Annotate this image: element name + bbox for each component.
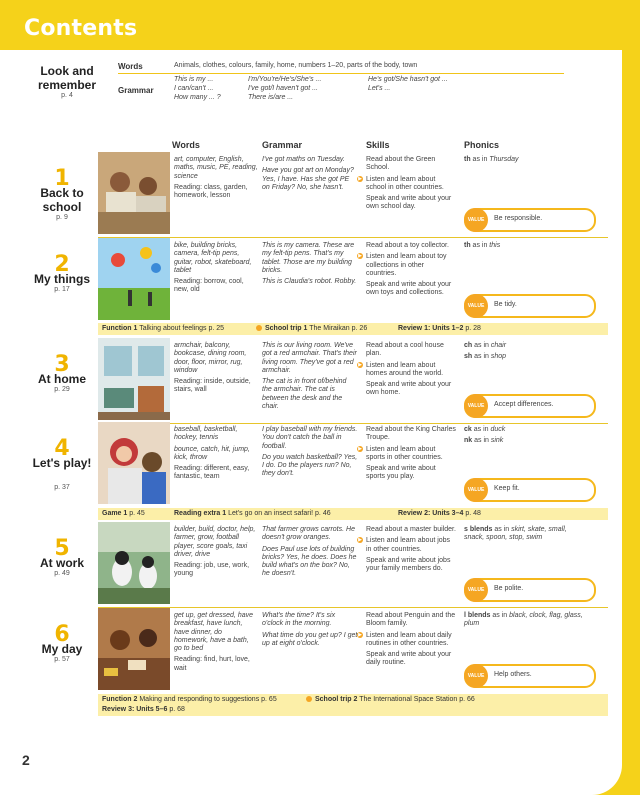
unit-skill-item: Speak and write about sports you play. — [366, 465, 436, 481]
unit-grammar-item: Does Paul use lots of building bricks? Yes, he does. Does he build what's on the box? No, he doesn't. — [262, 545, 357, 578]
reading-extra-1-label: Reading extra 1 — [174, 510, 227, 517]
unit-phonics-cell — [464, 526, 588, 546]
unit-skills-cell — [358, 242, 456, 301]
unit-skill-item: Read about a cool house plan. — [366, 342, 444, 358]
arrow-icon — [306, 696, 312, 702]
unit-grammar-item: What time do you get up? I get up at eight o'clock. — [262, 631, 358, 647]
phonics-as-in: as in — [470, 156, 490, 163]
phonics-as-in: as in — [472, 353, 491, 361]
lar-divider — [118, 73, 564, 74]
unit-page: p. 49 — [54, 570, 70, 577]
unit-photo — [98, 422, 170, 506]
game-1-label: Game 1 — [102, 510, 128, 517]
unit-grammar-item: This is Claudia's robot. Robby. — [262, 278, 357, 286]
phonics-as-in: as in — [472, 437, 491, 445]
unit-skill-item: Listen and learn about toy collections in other countries. — [366, 253, 447, 277]
listen-arrow-icon: ▶ — [358, 445, 362, 452]
unit-words: baseball, basketball, hockey, tennis — [174, 426, 238, 442]
unit-skills-cell — [358, 526, 456, 576]
value-pill — [464, 294, 596, 318]
lar-words-text: Animals, clothes, colours, family, home, numbers 1–20, parts of the body, town — [174, 62, 418, 69]
unit-grammar-item: I play baseball with my friends. You don't catch the ball in football. — [262, 426, 358, 450]
unit-number: 2 — [54, 252, 70, 277]
unit-reading-words: Reading: different, easy, fantastic, team — [174, 465, 250, 481]
listen-arrow-icon: ▶ — [358, 361, 362, 368]
unit-skill-item: Speak and write about your own toys and collections. — [366, 281, 452, 297]
value-pill — [464, 478, 596, 502]
lar-grammar-item: He's got/She hasn't got ... — [368, 76, 448, 83]
page-number: 2 — [22, 752, 30, 768]
reading-extra-1-text: Let's go on an insect safari! p. 46 — [228, 510, 331, 517]
lar-grammar-label: Grammar — [118, 86, 154, 95]
unit-skill-item: Listen and learn about daily routines in other countries. — [366, 631, 452, 647]
unit-page: p. 37 — [54, 484, 70, 491]
unit-grammar-cell — [262, 156, 358, 195]
phonics-example: sink — [490, 437, 504, 445]
value-pill — [464, 664, 596, 688]
unit-name: Let's play! — [32, 456, 92, 470]
unit-skill-item: Read about a master builder. — [366, 526, 456, 533]
unit-name: At work — [39, 556, 84, 570]
unit-skill-item: Read about Penguin and the Bloom family. — [366, 612, 456, 628]
unit-number: 5 — [54, 536, 70, 561]
phonics-sound: l blends — [464, 612, 491, 619]
listen-arrow-icon: ▶ — [358, 631, 362, 638]
unit-name: At home — [38, 372, 86, 386]
unit-grammar-cell — [262, 342, 358, 414]
unit-words-cell — [174, 612, 258, 676]
value-badge: VALUE — [464, 208, 488, 232]
listen-arrow-icon: ▶ — [358, 537, 362, 544]
phonics-sound: th — [464, 156, 471, 163]
unit-photo — [98, 522, 170, 606]
school-trip-2-text: The International Space Station p. 66 — [359, 696, 475, 703]
unit-words: armchair, balcony, bookcase, dining room, door, floor, mirror, rug, window — [174, 342, 247, 374]
school-trip-1-text: The Miraikan p. 26 — [309, 325, 368, 332]
unit-phonics-cell — [464, 342, 588, 365]
unit-words-cell — [174, 426, 258, 485]
unit-words-cell — [174, 342, 258, 398]
unit-words: builder, build, doctor, help, farmer, grow, football player, score goals, taxi driver, drive — [174, 526, 256, 558]
value-text: Keep fit. — [494, 485, 520, 492]
school-trip-1-label: School trip 1 — [265, 325, 308, 332]
value-badge: VALUE — [464, 578, 488, 602]
unit-words-2: bounce, catch, hit, jump, kick, throw — [174, 445, 250, 461]
unit-skills-cell — [358, 342, 456, 401]
value-text: Be responsible. — [494, 215, 543, 222]
row-separator — [98, 237, 608, 238]
lar-grammar-block — [118, 76, 598, 114]
review-2-label: Review 2: Units 3–4 — [398, 510, 464, 517]
phonics-sound: ch — [464, 342, 473, 349]
value-badge: VALUE — [464, 394, 488, 418]
phonics-sound: s blends — [464, 526, 493, 533]
value-text: Accept differences. — [494, 401, 554, 408]
unit-number: 4 — [54, 436, 70, 461]
value-badge: VALUE — [464, 478, 488, 502]
unit-reading-words: Reading: job, use, work, young — [174, 562, 250, 578]
unit-grammar-cell — [262, 242, 358, 289]
unit-phonics-cell — [464, 156, 588, 167]
unit-skill-item: Speak and write about your daily routine. — [366, 651, 452, 667]
phonics-sound: th — [464, 242, 471, 249]
unit-grammar-item: This is my camera. These are my felt-tip pens. That's my tablet. Those are my building bricks. — [262, 242, 355, 274]
unit-name: Back to school — [40, 186, 84, 214]
unit-words-cell — [174, 526, 258, 582]
band-3 — [98, 694, 608, 716]
phonics-as-in: as in — [472, 342, 491, 349]
phonics-example: shop — [490, 353, 507, 361]
col-header-words: Words — [172, 140, 200, 150]
phonics-example: duck — [490, 426, 506, 433]
unit-skill-item: Read about a toy collector. — [366, 242, 449, 249]
band-1 — [98, 323, 608, 335]
col-header-skills: Skills — [366, 140, 390, 150]
unit-photo — [98, 152, 170, 236]
value-text: Help others. — [494, 671, 532, 678]
row-separator — [98, 607, 608, 608]
phonics-example: skirt, skate, small, snack, spoon, stop, swim — [464, 526, 567, 542]
game-1-text: p. 45 — [129, 510, 145, 517]
look-and-remember-page: p. 4 — [61, 92, 73, 99]
unit-reading-words: Reading: find, hurt, love, wait — [174, 656, 250, 672]
lar-words-label: Words — [118, 62, 143, 71]
unit-phonics-cell — [464, 612, 588, 632]
unit-number: 1 — [54, 166, 70, 191]
unit-grammar-item: I've got maths on Tuesday. — [262, 156, 345, 163]
unit-page: p. 57 — [54, 656, 70, 663]
unit-photo — [98, 608, 170, 692]
review-1-text: p. 28 — [465, 325, 481, 332]
value-pill — [464, 394, 596, 418]
listen-arrow-icon: ▶ — [358, 175, 362, 182]
unit-skill-item: Listen and learn about jobs in other countries. — [366, 537, 451, 553]
unit-words: bike, building bricks, camera, felt-tip pens, guitar, robot, skateboard, tablet — [174, 242, 252, 274]
phonics-sound: nk — [464, 437, 473, 445]
value-text: Be tidy. — [494, 301, 517, 308]
review-3-text: p. 68 — [169, 706, 185, 713]
unit-skill-item: Speak and write about your own school day. — [366, 195, 452, 211]
unit-words: art, computer, English, maths, music, PE, reading, science — [174, 156, 258, 180]
arrow-icon — [256, 325, 262, 331]
unit-grammar-item: This is our living room. We've got a red armchair. That's their living room. They've got a red armchair. — [262, 342, 357, 374]
unit-phonics-cell — [464, 426, 588, 449]
value-pill — [464, 578, 596, 602]
phonics-as-in: as in — [490, 612, 510, 619]
unit-skill-item: Speak and write about jobs your family members do. — [366, 556, 451, 573]
value-text: Be polite. — [494, 585, 524, 592]
unit-page: p. 29 — [54, 386, 70, 393]
function-1-label: Function 1 — [102, 325, 138, 332]
unit-grammar-cell — [262, 526, 358, 582]
unit-grammar-item: The cat is in front of/behind the armchair. The cat is between the desk and the chair. — [262, 378, 347, 411]
unit-reading-words: Reading: borrow, cool, new, old — [174, 278, 244, 294]
row-separator — [98, 423, 608, 424]
lar-grammar-item: I can/can't ... — [174, 85, 214, 92]
look-and-remember-title: Look and remember — [37, 64, 97, 92]
unit-page: p. 17 — [54, 286, 70, 293]
unit-number: 3 — [54, 352, 70, 377]
lar-grammar-item: I've got/I haven't got ... — [248, 85, 318, 92]
phonics-example: black, clock, flag, glass, plum — [464, 612, 583, 628]
phonics-sound: sh — [464, 353, 473, 361]
school-trip-2-label: School trip 2 — [315, 696, 358, 703]
look-and-remember-heading — [26, 64, 108, 99]
lar-grammar-item: I'm/You're/He's/She's ... — [248, 76, 322, 83]
unit-grammar-cell — [262, 612, 358, 651]
function-2-label: Function 2 — [102, 696, 138, 703]
unit-grammar-item: Have you got art on Monday? Yes, I have. Has she got PE on Friday? No, she hasn't. — [262, 167, 354, 191]
unit-name: My day — [41, 642, 83, 656]
phonics-as-in: as in — [471, 426, 491, 433]
unit-words: get up, get dressed, have breakfast, have lunch, have dinner, do homework, have a bath, go to bed — [174, 612, 253, 653]
unit-grammar-item: Do you watch basketball? Yes, I do. Do the players run? No, they don't. — [262, 453, 358, 478]
phonics-example: Thursday — [489, 156, 519, 163]
function-1-text: Talking about feelings p. 25 — [139, 325, 225, 332]
unit-grammar-item: What's the time? It's six o'clock in the morning. — [262, 612, 336, 628]
phonics-sound: ck — [464, 426, 472, 433]
value-badge: VALUE — [464, 664, 488, 688]
col-header-phonics: Phonics — [464, 140, 500, 150]
unit-skill-item: Listen and learn about school in other countries. — [366, 175, 444, 191]
value-pill — [464, 208, 596, 232]
col-header-grammar: Grammar — [262, 140, 303, 150]
unit-words-cell — [174, 242, 258, 298]
phonics-example: this — [489, 242, 501, 249]
unit-phonics-cell — [464, 242, 588, 253]
unit-skills-cell — [358, 156, 456, 215]
page-title: Contents — [24, 16, 138, 41]
value-badge: VALUE — [464, 294, 488, 318]
lar-grammar-item: This is my ... — [174, 76, 214, 83]
unit-skill-item: Listen and learn about sports in other countries. — [366, 445, 443, 461]
function-2-text: Making and responding to suggestions p. 65 — [139, 696, 277, 703]
review-1-label: Review 1: Units 1–2 — [398, 325, 464, 332]
unit-skills-cell — [358, 612, 456, 671]
unit-page: p. 9 — [56, 214, 68, 221]
unit-number: 6 — [54, 622, 70, 647]
unit-skill-item: Speak and write about your own home. — [366, 381, 452, 397]
lar-grammar-item: How many ... ? — [174, 94, 221, 101]
unit-photo — [98, 338, 170, 422]
unit-grammar-cell — [262, 426, 358, 482]
review-2-text: p. 48 — [465, 510, 481, 517]
unit-words-cell — [174, 156, 258, 203]
unit-grammar-item: That farmer grows carrots. He doesn't grow oranges. — [262, 526, 355, 542]
lar-grammar-item: Let's ... — [368, 85, 391, 92]
unit-skill-item: Listen and learn about homes around the world. — [366, 361, 444, 377]
unit-skills-cell — [358, 426, 456, 485]
phonics-as-in: as in — [492, 526, 512, 533]
listen-arrow-icon: ▶ — [358, 253, 362, 260]
unit-reading-words: Reading: inside, outside, stairs, wall — [174, 378, 251, 394]
review-3-label: Review 3: Units 5–6 — [102, 706, 168, 713]
band-2 — [98, 508, 608, 520]
unit-reading-words: Reading: class, garden, homework, lesson — [174, 183, 248, 200]
phonics-example: chair — [490, 342, 507, 349]
unit-skill-item: Read about the King Charles Troupe. — [366, 426, 456, 442]
lar-grammar-item: There is/are ... — [248, 94, 294, 101]
phonics-as-in: as in — [470, 242, 490, 249]
unit-photo — [98, 238, 170, 322]
unit-name: My things — [34, 272, 90, 286]
unit-skill-item: Read about the Green School. — [366, 156, 436, 172]
